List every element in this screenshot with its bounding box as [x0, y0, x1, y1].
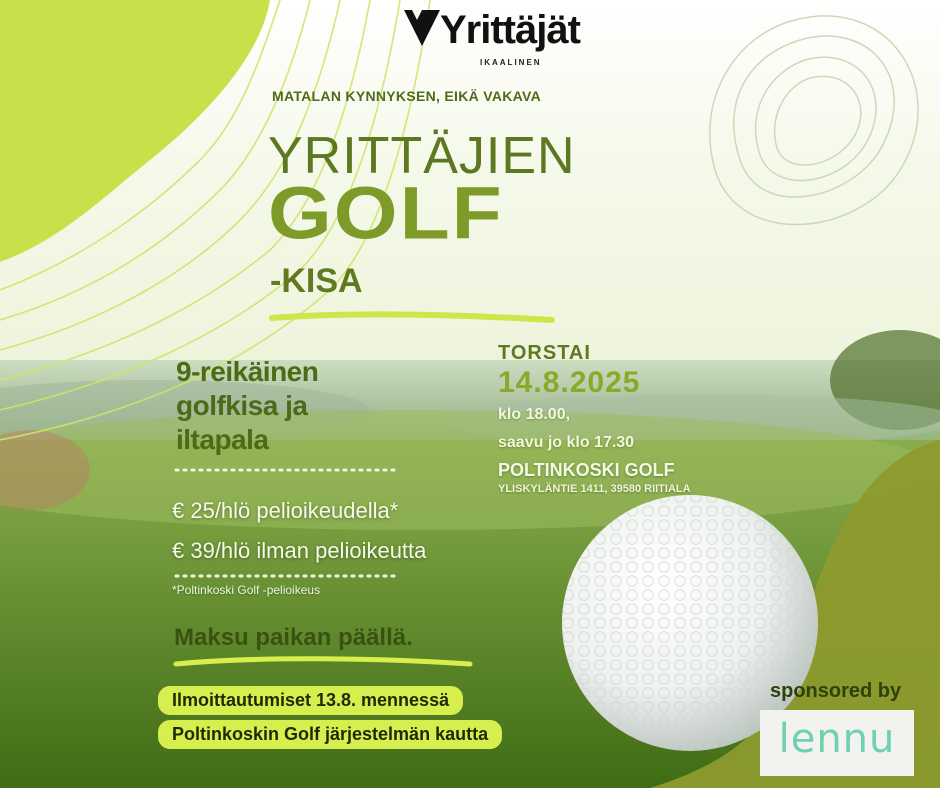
payment-note: Maksu paikan päällä. — [174, 624, 413, 651]
event-venue: POLTINKOSKI GOLF — [498, 460, 675, 480]
registration-line-2: Poltinkoskin Golf järjestelmän kautta — [158, 720, 502, 749]
price-without-rights: € 39/hlö ilman pelioikeutta — [172, 538, 427, 563]
event-time: klo 18.00, — [498, 406, 571, 423]
event-day: TORSTAI — [498, 342, 591, 364]
description-line-3: iltapala — [176, 424, 269, 455]
sponsor-logo — [760, 710, 914, 776]
sponsor-name: lennu — [778, 716, 896, 762]
sponsored-by-label: sponsored by — [770, 680, 902, 702]
logo-name: Yrittäjät — [440, 8, 580, 52]
title-line-2: GOLF — [268, 172, 504, 255]
price-footnote: *Poltinkoski Golf -pelioikeus — [172, 583, 321, 597]
title-line-3: -KISA — [270, 262, 363, 300]
event-date: 14.8.2025 — [498, 366, 641, 399]
description-line-1: 9-reikäinen — [176, 356, 319, 387]
registration-line-1: Ilmoittautumiset 13.8. mennessä — [158, 686, 463, 715]
event-address: YLISKYLÄNTIE 1411, 39580 RIITIALA — [498, 483, 691, 495]
description-line-2: golfkisa ja — [176, 390, 308, 421]
tagline: MATALAN KYNNYKSEN, EIKÄ VAKAVA — [272, 88, 542, 104]
event-arrival-time: saavu jo klo 17.30 — [498, 434, 635, 451]
price-with-rights: € 25/hlö pelioikeudella* — [172, 498, 399, 523]
logo-subtitle: IKAALINEN — [480, 58, 542, 67]
title-line-1: YRITTÄJIEN — [268, 127, 576, 185]
